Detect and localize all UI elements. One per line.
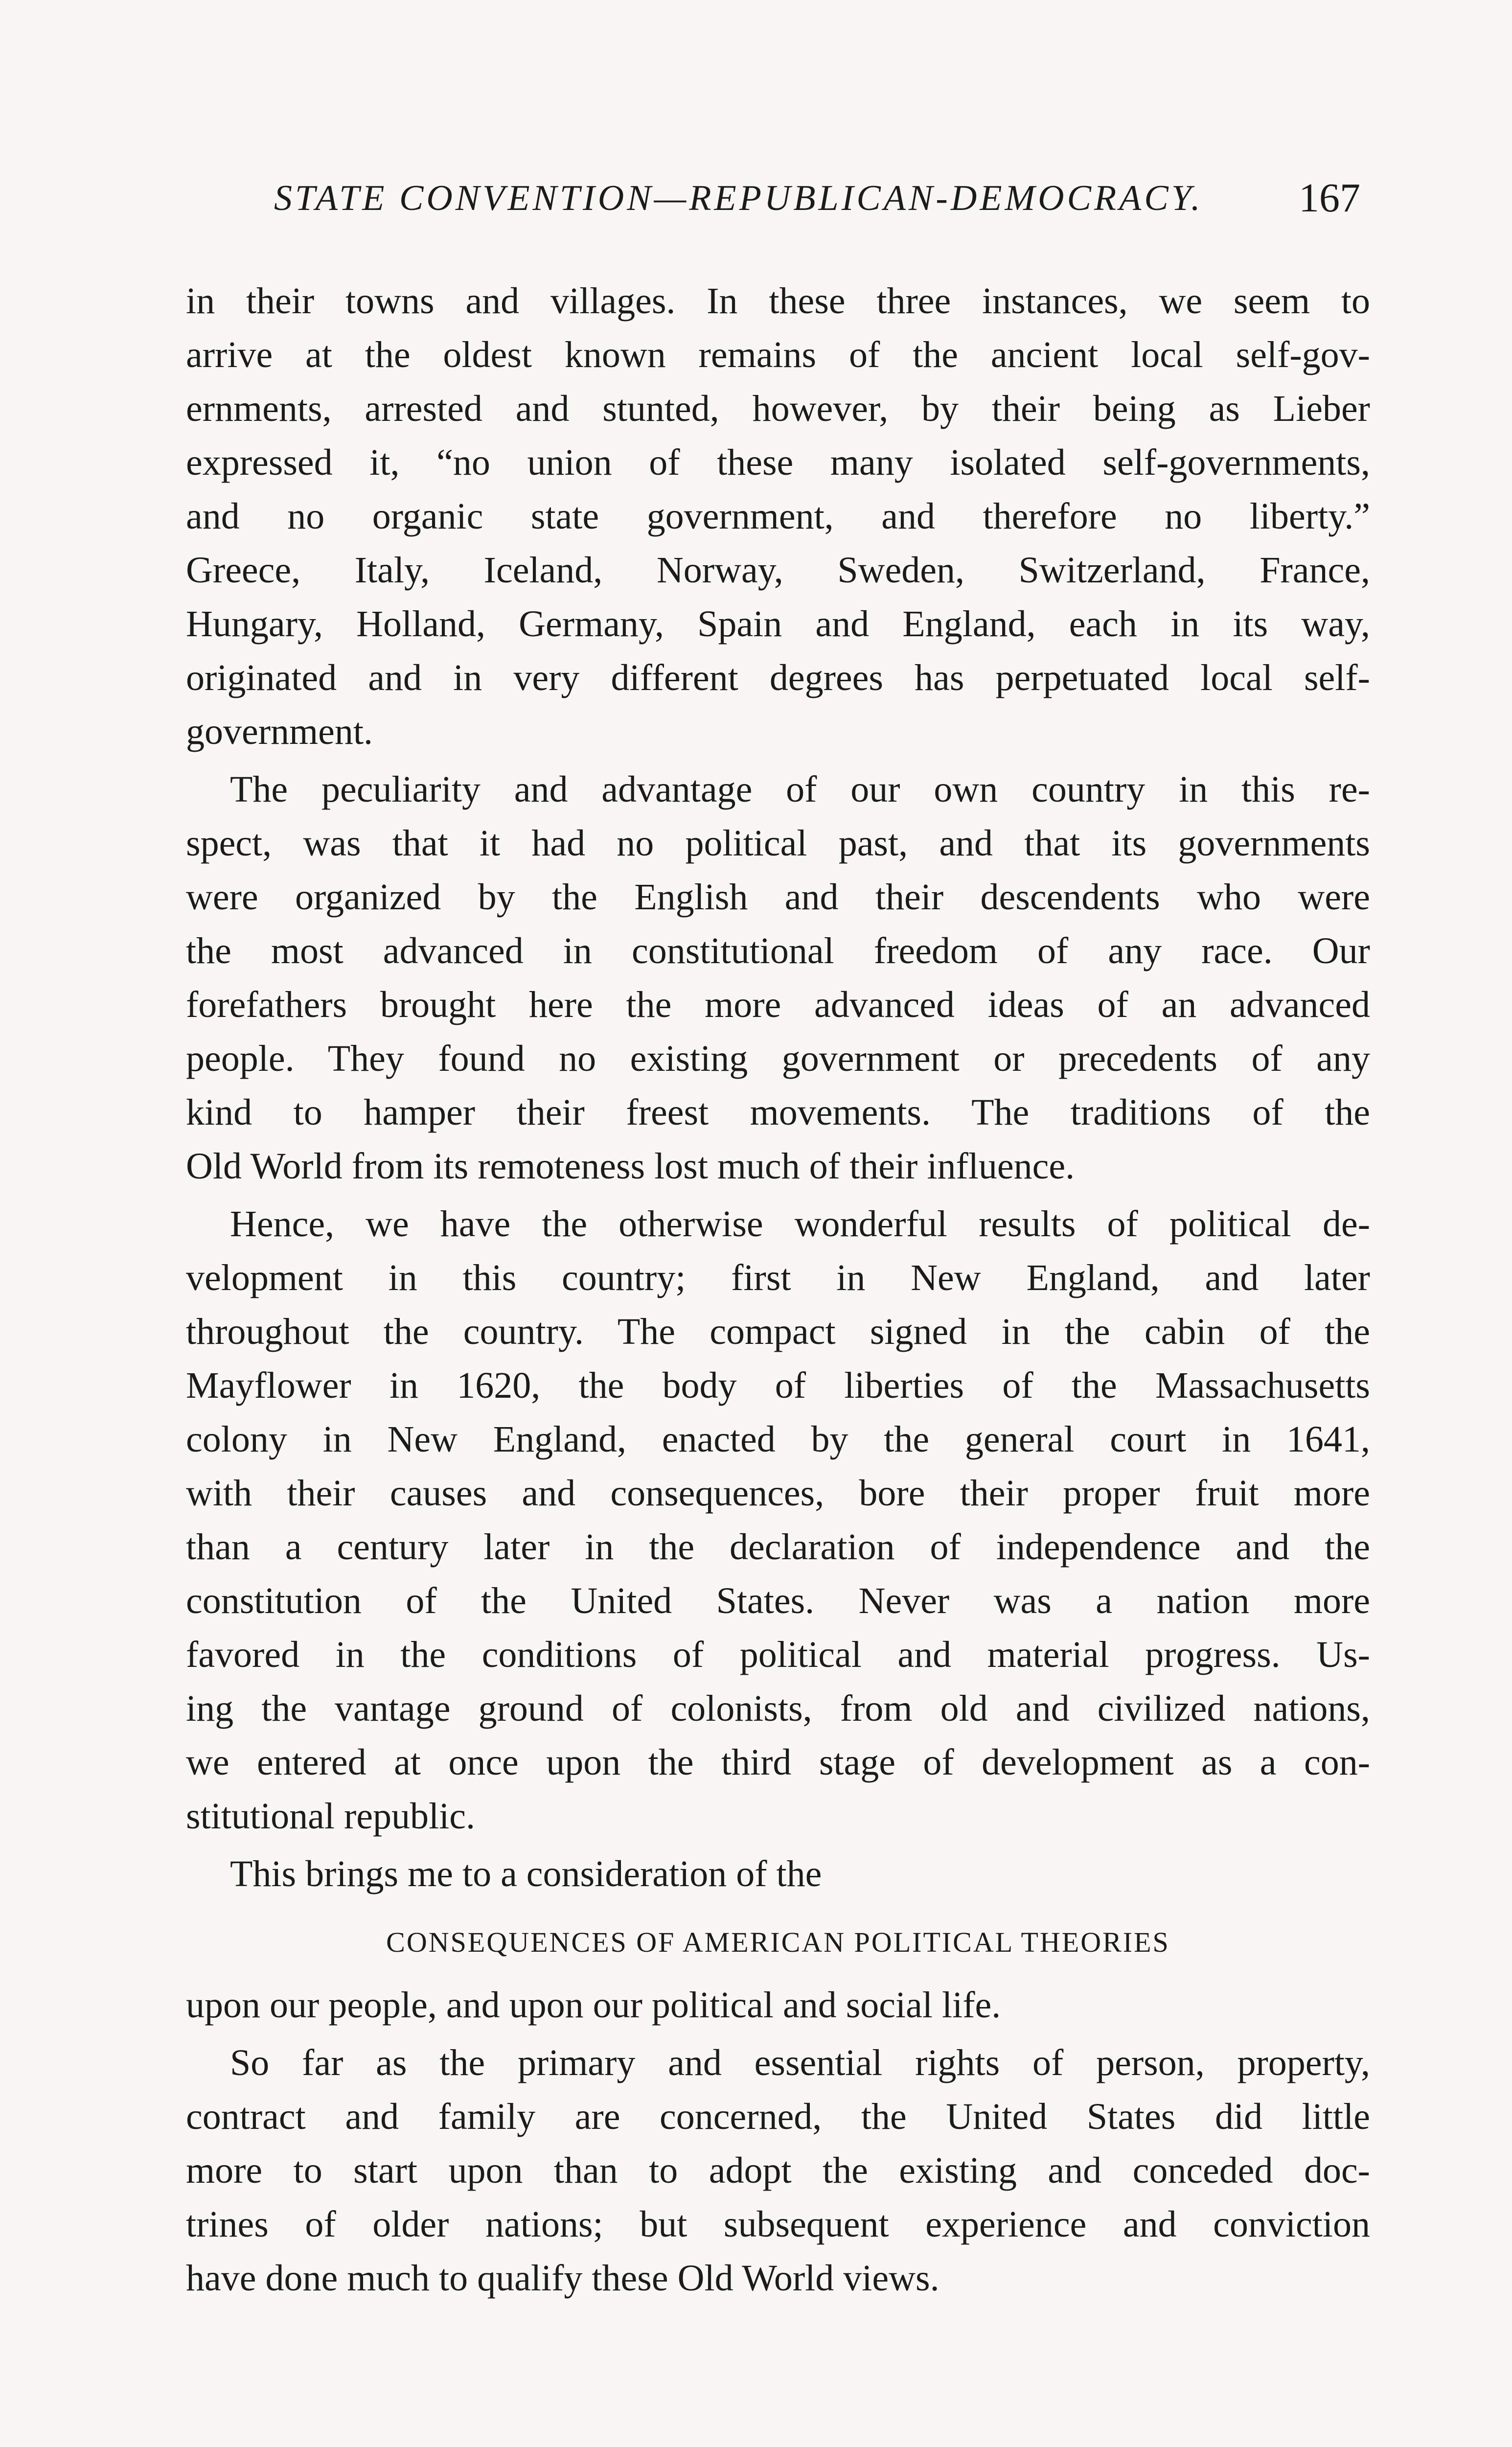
running-head (186, 174, 1380, 247)
text-line: throughout the country. The compact signed in the cabin of the (186, 1311, 1370, 1352)
text-line: ing the vantage ground of colonists, from old and civilized nations, (186, 1688, 1370, 1729)
text-line: forefathers brought here the more advanced ideas of an advanced (186, 984, 1370, 1025)
text-line: and no organic state government, and therefore no liberty.” (186, 496, 1370, 537)
text-line: velopment in this country; first in New England, and later (186, 1257, 1370, 1298)
text-line: upon our people, and upon our political and social life. (186, 1985, 1001, 2026)
text-line: Hungary, Holland, Germany, Spain and England, each in its way, (186, 603, 1370, 645)
text-line: Greece, Italy, Iceland, Norway, Sweden, Switzerland, France, (186, 550, 1370, 591)
text-line: the most advanced in constitutional freedom of any race. Our (186, 930, 1370, 971)
text-line: This brings me to a consideration of the (230, 1853, 822, 1894)
text-line: spect, was that it had no political past, and that its governments (186, 823, 1370, 864)
text-line: So far as the primary and essential rights of person, property, (230, 2042, 1370, 2083)
text-line: The peculiarity and advantage of our own country in this re- (230, 769, 1370, 810)
text-line: stitutional republic. (186, 1796, 476, 1837)
text-line: were organized by the English and their descendents who were (186, 877, 1370, 918)
body-text (186, 274, 1370, 2305)
text-line: Hence, we have the otherwise wonderful results of political de- (230, 1203, 1370, 1245)
text-line: with their causes and consequences, bore their proper fruit more (186, 1473, 1370, 1514)
page-number: 167 (1299, 175, 1360, 221)
text-line: ernments, arrested and stunted, however, by their being as Lieber (186, 388, 1370, 429)
text-line: kind to hamper their freest movements. The traditions of the (186, 1092, 1370, 1133)
text-line: favored in the conditions of political and material progress. Us- (186, 1634, 1370, 1675)
text-line: in their towns and villages. In these three instances, we seem to (186, 280, 1370, 322)
text-line: we entered at once upon the third stage of development as a con- (186, 1742, 1370, 1783)
text-line: Mayflower in 1620, the body of liberties of the Massachusetts (186, 1365, 1370, 1406)
text-line: arrive at the oldest known remains of the ancient local self-gov- (186, 334, 1370, 375)
text-line: than a century later in the declaration of independence and the (186, 1526, 1370, 1568)
text-line: constitution of the United States. Never was a nation more (186, 1580, 1370, 1621)
text-line: Old World from its remoteness lost much of their influence. (186, 1146, 1075, 1187)
text-line: government. (186, 711, 373, 752)
section-heading: CONSEQUENCES OF AMERICAN POLITICAL THEORIES (386, 1926, 1170, 1958)
text-line: more to start upon than to adopt the existing and conceded doc- (186, 2150, 1370, 2191)
text-line: originated and in very different degrees has perpetuated local self- (186, 657, 1370, 698)
text-line: have done much to qualify these Old World views. (186, 2258, 939, 2299)
text-line: people. They found no existing government or precedents of any (186, 1038, 1370, 1079)
text-line: trines of older nations; but subsequent experience and conviction (186, 2204, 1370, 2245)
text-line: expressed it, “no union of these many isolated self-governments, (186, 442, 1370, 483)
text-line: colony in New England, enacted by the general court in 1641, (186, 1419, 1370, 1460)
text-line: contract and family are concerned, the United States did little (186, 2096, 1370, 2137)
running-title: STATE CONVENTION—REPUBLICAN-DEMOCRACY. (274, 178, 1203, 218)
